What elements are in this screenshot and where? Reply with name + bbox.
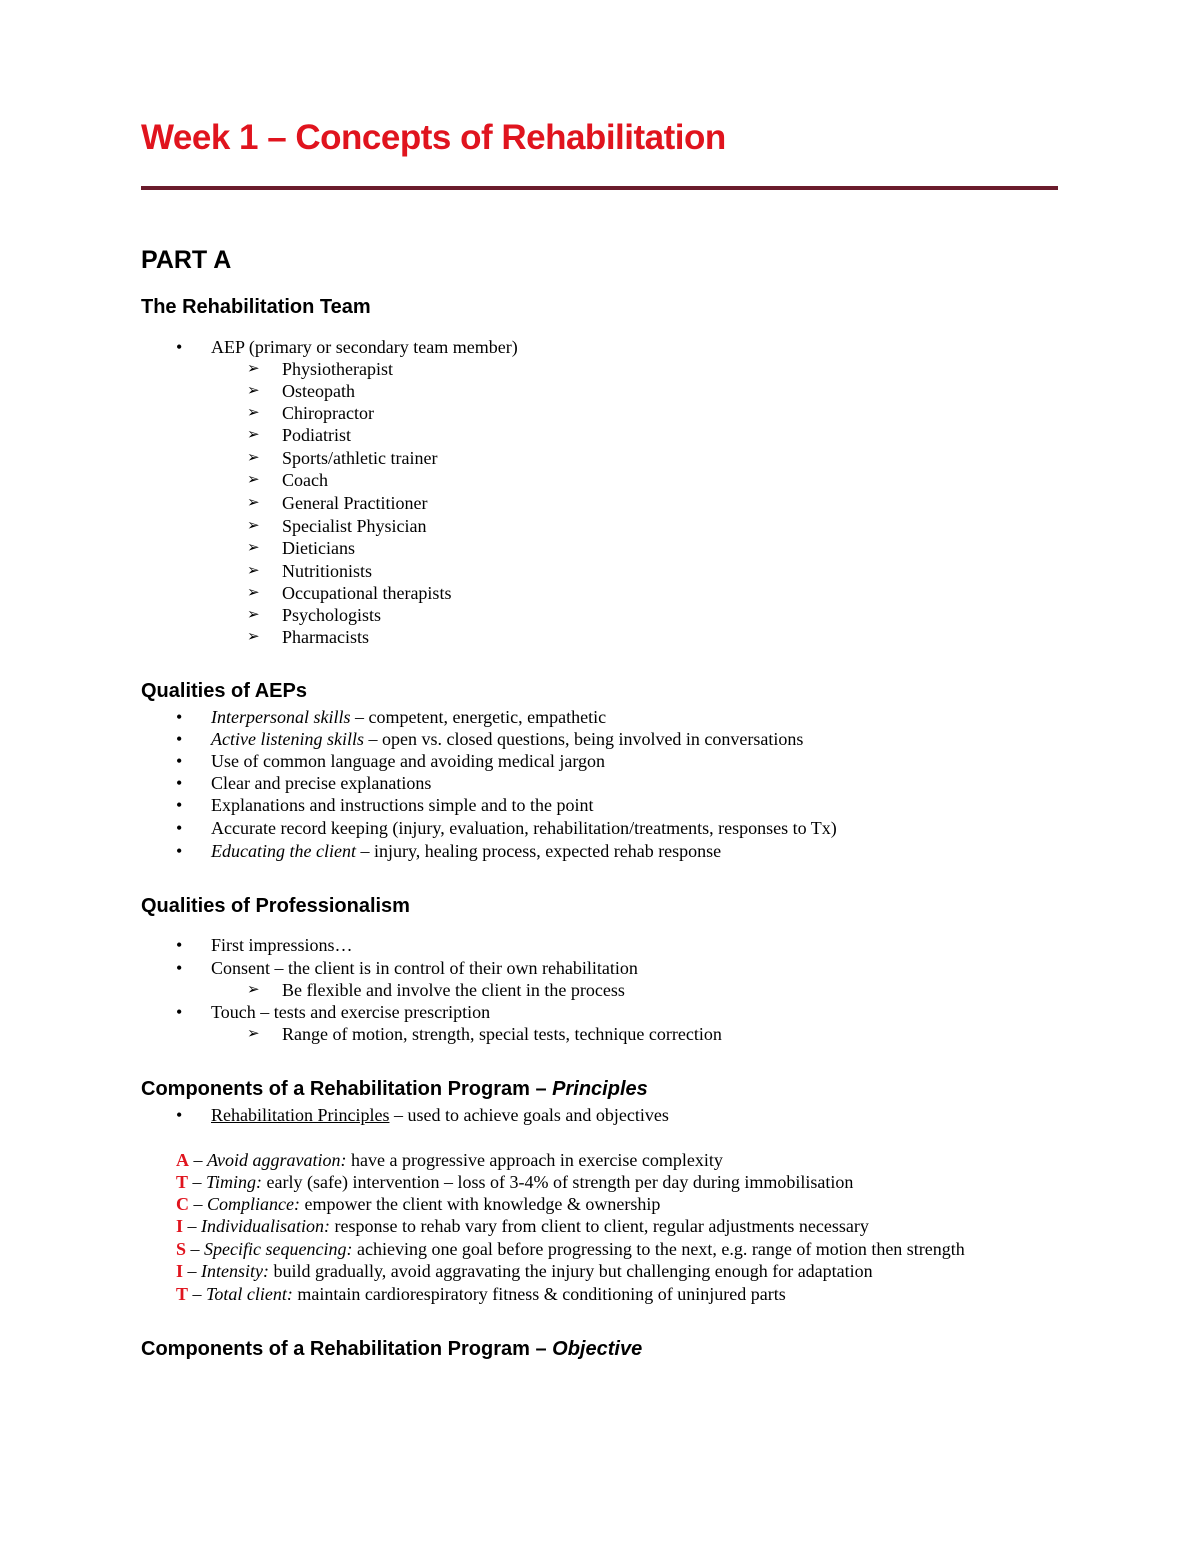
list-item: Psychologists [282, 605, 382, 625]
acronym-text: build gradually, avoid aggravating the injury but challenging enough for adaptation [269, 1261, 873, 1281]
acronym-text: early (safe) intervention – loss of 3-4% of strength per day during immobilisation [262, 1172, 854, 1192]
item-emphasis: Active listening skills [211, 729, 364, 749]
list-item: Specialist Physician [282, 516, 427, 536]
acronym-term: Intensity: [201, 1261, 269, 1281]
arrow-bullet-icon: ➢ [247, 427, 260, 443]
arrow-bullet-icon: ➢ [247, 607, 260, 623]
acronym-text: have a progressive approach in exercise complexity [346, 1150, 723, 1170]
list-item: Podiatrist [282, 425, 352, 445]
bullet-icon: • [176, 337, 183, 357]
bullet-icon: • [176, 1002, 183, 1022]
list-item [211, 706, 606, 728]
bullet-icon: • [176, 841, 183, 861]
heading-emphasis: Objective [552, 1338, 643, 1360]
acronym-term: Specific sequencing: [204, 1239, 353, 1259]
arrow-bullet-icon: ➢ [247, 405, 260, 421]
acronym-letter: I [176, 1216, 184, 1236]
acronym-term: Compliance: [207, 1194, 300, 1214]
arrow-bullet-icon: ➢ [247, 383, 260, 399]
list-subitem: Be flexible and involve the client in the process [282, 980, 625, 1000]
item-emphasis: Educating the client [211, 841, 356, 861]
acronym-row: T – Total client: maintain cardiorespiratory fitness & conditioning of uninjured parts [176, 1284, 786, 1304]
heading-text: Components of a Rehabilitation Program – [141, 1338, 553, 1360]
title-rule [141, 186, 1058, 190]
item-text: Clear and precise explanations [211, 773, 432, 793]
acronym-term: Timing: [206, 1172, 263, 1192]
acronym-letter: S [176, 1239, 187, 1259]
item-text: Use of common language and avoiding medical jargon [211, 751, 606, 771]
qualities-aep-heading: Qualities of AEPs [141, 680, 307, 702]
list-item: Sports/athletic trainer [282, 448, 438, 468]
item-text: – injury, healing process, expected rehab response [355, 841, 722, 861]
item-text: – used to achieve goals and objectives [389, 1105, 669, 1125]
list-item: Consent – the client is in control of their own rehabilitation [211, 958, 638, 978]
list-subitem: Range of motion, strength, special tests, technique correction [282, 1024, 722, 1044]
list-item [211, 794, 593, 816]
arrow-bullet-icon: ➢ [247, 1026, 260, 1042]
bullet-icon: • [176, 795, 183, 815]
principles-bullet [211, 1104, 669, 1126]
list-item: Pharmacists [282, 627, 369, 647]
item-text: – competent, energetic, empathetic [350, 707, 607, 727]
list-item: Occupational therapists [282, 583, 452, 603]
acronym-letter: C [176, 1194, 189, 1214]
acronym-row: S – Specific sequencing: achieving one goal before progressing to the next, e.g. range of motion then strength [176, 1239, 965, 1259]
acronym-letter: A [176, 1150, 189, 1170]
list-item [211, 840, 721, 862]
list-item [211, 750, 605, 772]
heading-text: Components of a Rehabilitation Program – [141, 1078, 553, 1100]
arrow-bullet-icon: ➢ [247, 629, 260, 645]
page-title: Week 1 – Concepts of Rehabilitation [141, 118, 726, 157]
acronym-row: I – Individualisation: response to rehab vary from client to client, regular adjustments necessary [176, 1216, 869, 1236]
arrow-bullet-icon: ➢ [247, 982, 260, 998]
list-item: First impressions… [211, 935, 353, 955]
bullet-icon: • [176, 935, 183, 955]
bullet-icon: • [176, 958, 183, 978]
list-item: Nutritionists [282, 561, 373, 581]
list-item [211, 817, 837, 839]
acronym-term: Total client: [206, 1284, 293, 1304]
acronym-term: Avoid aggravation: [207, 1150, 347, 1170]
acronym-text: maintain cardiorespiratory fitness & conditioning of uninjured parts [292, 1284, 786, 1304]
acronym-term: Individualisation: [201, 1216, 331, 1236]
arrow-bullet-icon: ➢ [247, 361, 260, 377]
heading-emphasis: Principles [552, 1078, 648, 1100]
professionalism-heading: Qualities of Professionalism [141, 895, 410, 917]
item-text: Accurate record keeping (injury, evaluation, rehabilitation/treatments, responses to Tx) [211, 818, 837, 838]
arrow-bullet-icon: ➢ [247, 540, 260, 556]
acronym-letter: T [176, 1172, 189, 1192]
acronym-letter: I [176, 1261, 184, 1281]
acronym-letter: T [176, 1284, 189, 1304]
bullet-icon: • [176, 751, 183, 771]
item-text: – open vs. closed questions, being involved in conversations [363, 729, 804, 749]
list-item [211, 728, 803, 750]
item-emphasis: Interpersonal skills [211, 707, 351, 727]
acronym-text: response to rehab vary from client to client, regular adjustments necessary [330, 1216, 869, 1236]
team-main-item: AEP (primary or secondary team member) [211, 337, 518, 357]
list-item: Coach [282, 470, 328, 490]
list-item: Dieticians [282, 538, 355, 558]
arrow-bullet-icon: ➢ [247, 563, 260, 579]
list-item: General Practitioner [282, 493, 428, 513]
bullet-icon: • [176, 1105, 183, 1125]
bullet-icon: • [176, 707, 183, 727]
list-item: Physiotherapist [282, 359, 393, 379]
acronym-text: empower the client with knowledge & ownership [299, 1194, 661, 1214]
list-item: Osteopath [282, 381, 355, 401]
list-item: Touch – tests and exercise prescription [211, 1002, 491, 1022]
bullet-icon: • [176, 818, 183, 838]
objective-heading [141, 1338, 642, 1361]
bullet-icon: • [176, 773, 183, 793]
item-text: Explanations and instructions simple and to the point [211, 795, 594, 815]
team-heading: The Rehabilitation Team [141, 296, 371, 318]
list-item: Chiropractor [282, 403, 374, 423]
part-heading: PART A [141, 246, 232, 274]
arrow-bullet-icon: ➢ [247, 495, 260, 511]
principles-heading [141, 1078, 648, 1101]
acronym-row: A – Avoid aggravation: have a progressive approach in exercise complexity [176, 1150, 723, 1170]
list-item [211, 772, 431, 794]
underlined-term: Rehabilitation Principles [211, 1105, 390, 1125]
bullet-icon: • [176, 729, 183, 749]
acronym-row: C – Compliance: empower the client with knowledge & ownership [176, 1194, 661, 1214]
arrow-bullet-icon: ➢ [247, 450, 260, 466]
arrow-bullet-icon: ➢ [247, 518, 260, 534]
arrow-bullet-icon: ➢ [247, 585, 260, 601]
acronym-row: I – Intensity: build gradually, avoid aggravating the injury but challenging enough for adaptation [176, 1261, 873, 1281]
acronym-row: T – Timing: early (safe) intervention – loss of 3-4% of strength per day during immobilisation [176, 1172, 854, 1192]
acronym-text: achieving one goal before progressing to the next, e.g. range of motion then strength [352, 1239, 965, 1259]
arrow-bullet-icon: ➢ [247, 472, 260, 488]
